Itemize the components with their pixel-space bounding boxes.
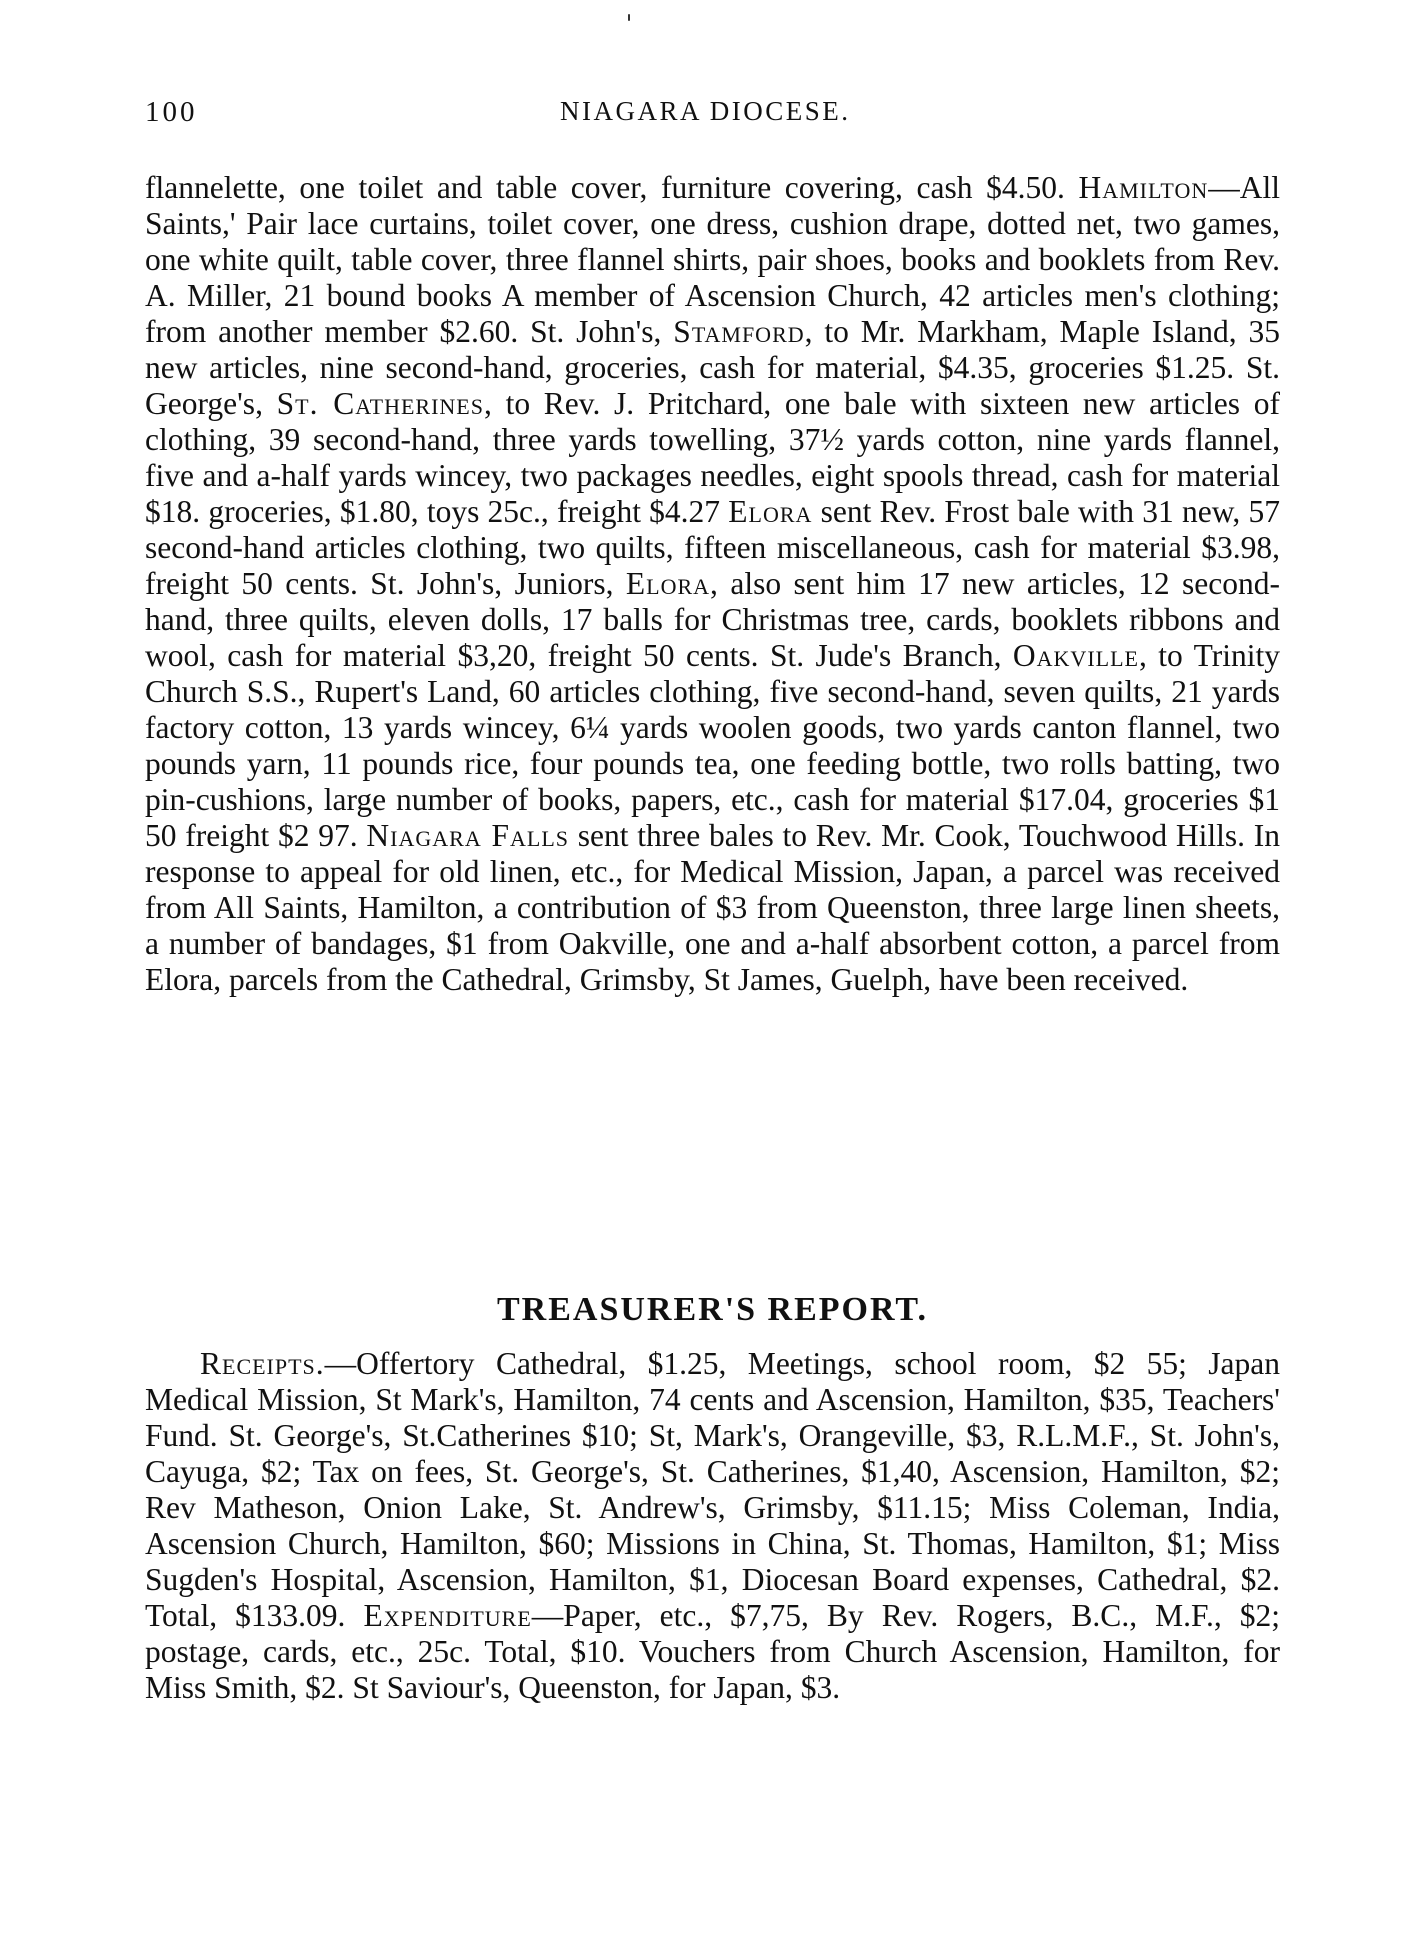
text-run: , to Trinity Church S.S., Rupert's Land, 60 articles clothing, five second-hand, seven quilts, 21 yards factory cotton, 13 yards wincey, 6¼ yards woolen goods, two yards canton flannel, two pounds yarn, 11 pounds rice, four pounds tea, one feeding bottle, two rolls batting, two pin-cushions, large number of books, papers, etc., cash for material $17.04, groceries $1 50 freight $2 97. <box>145 638 1281 853</box>
small-caps-term: Niagara Falls <box>366 818 569 853</box>
text-run: —All Saints,' Pair lace curtains, toilet cover, one dress, cushion drape, dotted net, two games, one white quilt, table cover, three flannel shirts, pair shoes, books and booklets from Rev. A. Miller, 21 bound books A member of Ascension Church, 42 articles men's clothing; from another member $2.60. St. John's, <box>145 170 1280 349</box>
text-run: , to Rev. J. Pritchard, one bale with sixteen new articles of clothing, 39 second-hand, three yards towelling, 37½ yards cotton, nine yards flannel, five and a-half yards wincey, two packages needles, eight spools thread, cash for material $18. groceries, $1.80, toys 25c., freight $4.27 <box>145 386 1280 529</box>
text-run: sent Rev. Frost bale with 31 new, 57 second-hand articles clothing, two quilts, fifteen miscellaneous, cash for material $3.98, freight 50 cents. St. John's, Juniors, <box>145 494 1281 601</box>
small-caps-term: Hamilton <box>1078 170 1209 205</box>
small-caps-term: Elora <box>728 494 813 529</box>
text-run: —Offertory Cathedral, $1.25, Meetings, school room, $2 55; Japan Medical Mission, St Mark's, Hamilton, 74 cents and Ascension, Hamilton, $35, Teachers' Fund. St. George's, St.Catherines $10; St, Mark's, Orangeville, $3, R.L.M.F., St. John's, Cayuga, $2; Tax on fees, St. George's, St. Catherines, $1,40, Ascension, Hamilton, $2; Rev Matheson, Onion Lake, St. Andrew's, Grimsby, $11.15; Miss Coleman, India, Ascension Church, Hamilton, $60; Missions in China, St. Thomas, Hamilton, $1; Miss Sugden's Hospital, Ascension, Hamilton, $1, Diocesan Board expenses, Cathedral, $2. Total, $133.09. <box>145 1346 1280 1633</box>
small-caps-term: Elora <box>625 566 711 601</box>
section-title: TREASURER'S REPORT. <box>496 1291 929 1328</box>
text-run: —Paper, etc., $7,75, By Rev. Rogers, B.C., M.F., $2; postage, cards, etc., 25c. Total, $10. Vouchers from Church Ascension, Hamilton, for Miss Smith, $2. St Saviour's, Queenston, for Japan, $3. <box>145 1598 1280 1705</box>
text-run: , to Mr. Markham, Maple Island, 35 new articles, nine second-hand, groceries, cash for material, $4.35, groceries $1.25. St. George's, <box>145 314 1280 421</box>
paragraph-treasurers-report <box>145 1346 1280 1706</box>
small-caps-term: Expenditure <box>363 1598 532 1633</box>
page-header <box>145 96 1285 136</box>
page-number: 100 <box>145 96 198 128</box>
small-caps-term: Oakville <box>1012 638 1139 673</box>
small-caps-term: St. Catherines <box>276 386 484 421</box>
paragraph-donations <box>145 170 1280 998</box>
small-caps-term: Stamford <box>673 314 805 349</box>
text-run: , also sent him 17 new articles, 12 second-hand, three quilts, eleven dolls, 17 balls for Christmas tree, cards, booklets ribbons and wool, cash for material $3,20, freight 50 cents. St. Jude's Branch, <box>145 566 1280 673</box>
text-run: flannelette, one toilet and table cover, furniture covering, cash $4.50. <box>145 170 1079 205</box>
running-title: NIAGARA DIOCESE. <box>560 96 851 126</box>
small-caps-term: Receipts. <box>200 1346 325 1381</box>
text-run: sent three bales to Rev. Mr. Cook, Touchwood Hills. In response to appeal for old linen, etc., for Medical Mission, Japan, a parcel was received from All Saints, Hamilton, a contribution of $3 from Queenston, three large linen sheets, a number of bandages, $1 from Oakville, one and a-half absorbent cotton, a parcel from Elora, parcels from the Cathedral, Grimsby, St James, Guelph, have been received. <box>145 818 1280 997</box>
ink-speck <box>628 14 630 21</box>
